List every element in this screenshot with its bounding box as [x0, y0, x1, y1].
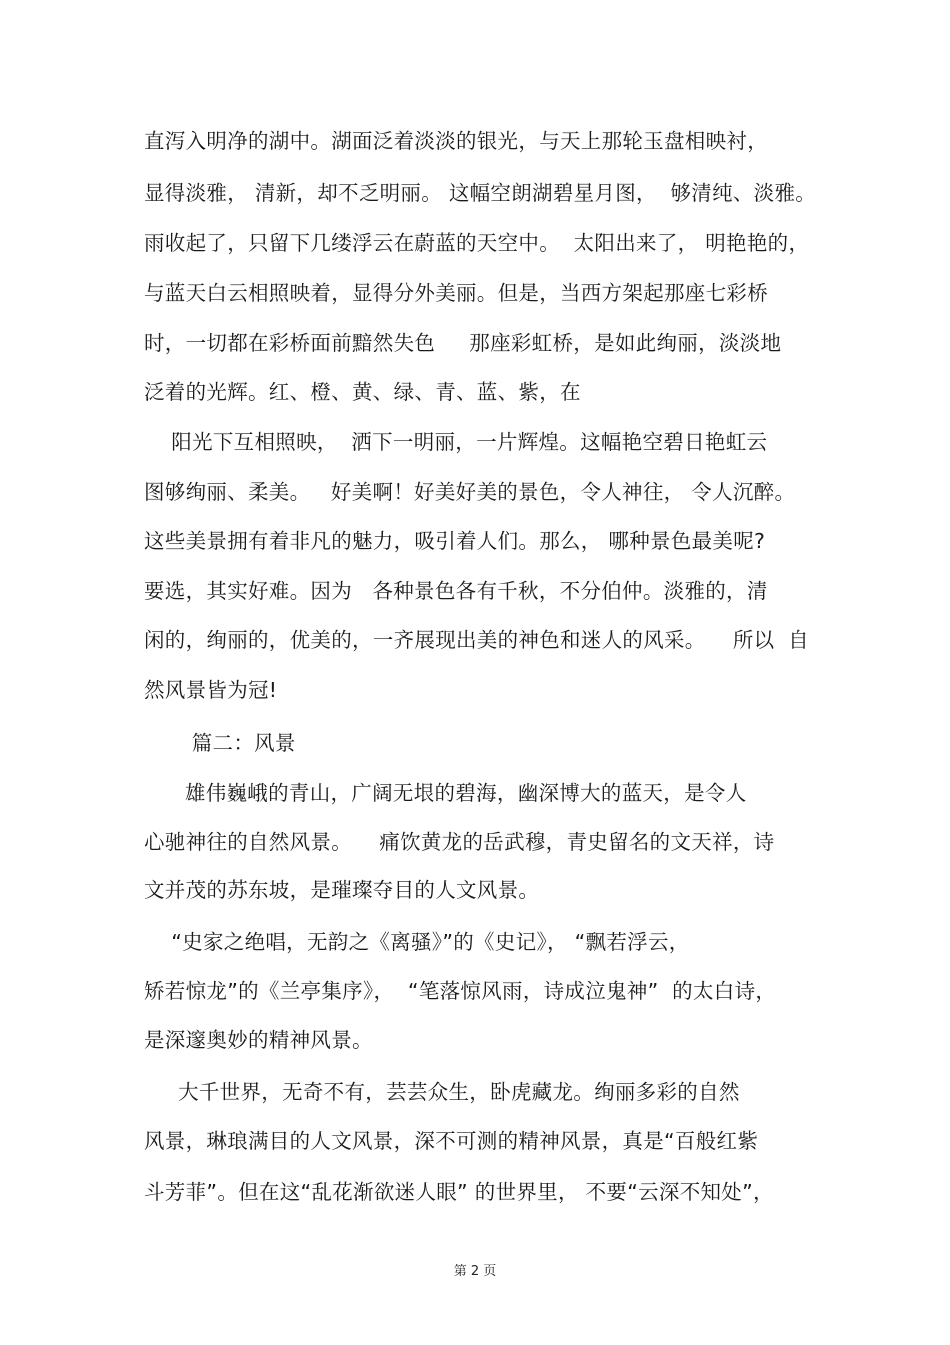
text-line: 是深邃奥妙的精神风景。	[144, 1028, 373, 1052]
text-line: 矫若惊龙”的《兰亭集序》， “笔落惊风雨，诗成泣鬼神” 的太白诗，	[144, 979, 777, 1003]
text-line: 阳光下互相照映， 洒下一明丽，一片辉煌。这幅艳空碧日艳虹云	[144, 430, 768, 454]
text-line: 泛着的光辉。红、橙、黄、绿、青、蓝、紫，在	[144, 380, 581, 404]
text-line: 显得淡雅， 清新，却不乏明丽。 这幅空朗湖碧星月图， 够清纯、淡雅。	[144, 181, 817, 205]
text-line: 文并茂的苏东坡，是璀璨夺目的人文风景。	[144, 878, 540, 902]
text-line: 这些美景拥有着非凡的魅力，吸引着人们。那么， 哪种景色最美呢?	[144, 529, 766, 553]
text-line: 风景，琳琅满目的人文风景，深不可测的精神风景，真是“百般红紫	[144, 1129, 759, 1153]
text-line: 大千世界，无奇不有，芸芸众生，卧虎藏龙。绚丽多彩的自然	[144, 1080, 740, 1104]
text-line: 雄伟巍峨的青山，广阔无垠的碧海，幽深博大的蓝天，是令人	[144, 781, 747, 805]
text-line: 要选，其实好难。因为 各种景色各有千秋，不分伯仲。淡雅的，清	[144, 579, 768, 603]
text-line: 与蓝天白云相照映着，显得分外美丽。但是，当西方架起那座七彩桥	[144, 281, 768, 305]
text-line: 然风景皆为冠!	[144, 678, 278, 702]
text-line: 雨收起了，只留下几缕浮云在蔚蓝的天空中。 太阳出来了， 明艳艳的，	[144, 231, 810, 255]
page-number: 第 2 页	[453, 1264, 497, 1279]
text-line: 时，一切都在彩桥面前黯然失色 那座彩虹桥，是如此绚丽，淡淡地	[144, 331, 782, 355]
text-line: 心驰神往的自然风景。 痛饮黄龙的岳武穆，青史留名的文天祥，诗	[144, 830, 775, 854]
text-line: 闲的，绚丽的，优美的，一齐展现出美的神色和迷人的风采。 所以 自	[144, 628, 809, 652]
section-heading: 篇二：风景	[144, 731, 296, 755]
text-line: “史家之绝唱，无韵之《离骚》”的《史记》， “飘若浮云，	[144, 930, 690, 954]
text-line: 图够绚丽、柔美。 好美啊！好美好美的景色，令人神往， 令人沉醉。	[144, 480, 796, 504]
text-line: 斗芳菲”。但在这“乱花渐欲迷人眼” 的世界里， 不要“云深不知处”，	[144, 1180, 774, 1204]
text-line: 直泻入明净的湖中。湖面泛着淡淡的银光，与天上那轮玉盘相映衬，	[144, 129, 768, 153]
